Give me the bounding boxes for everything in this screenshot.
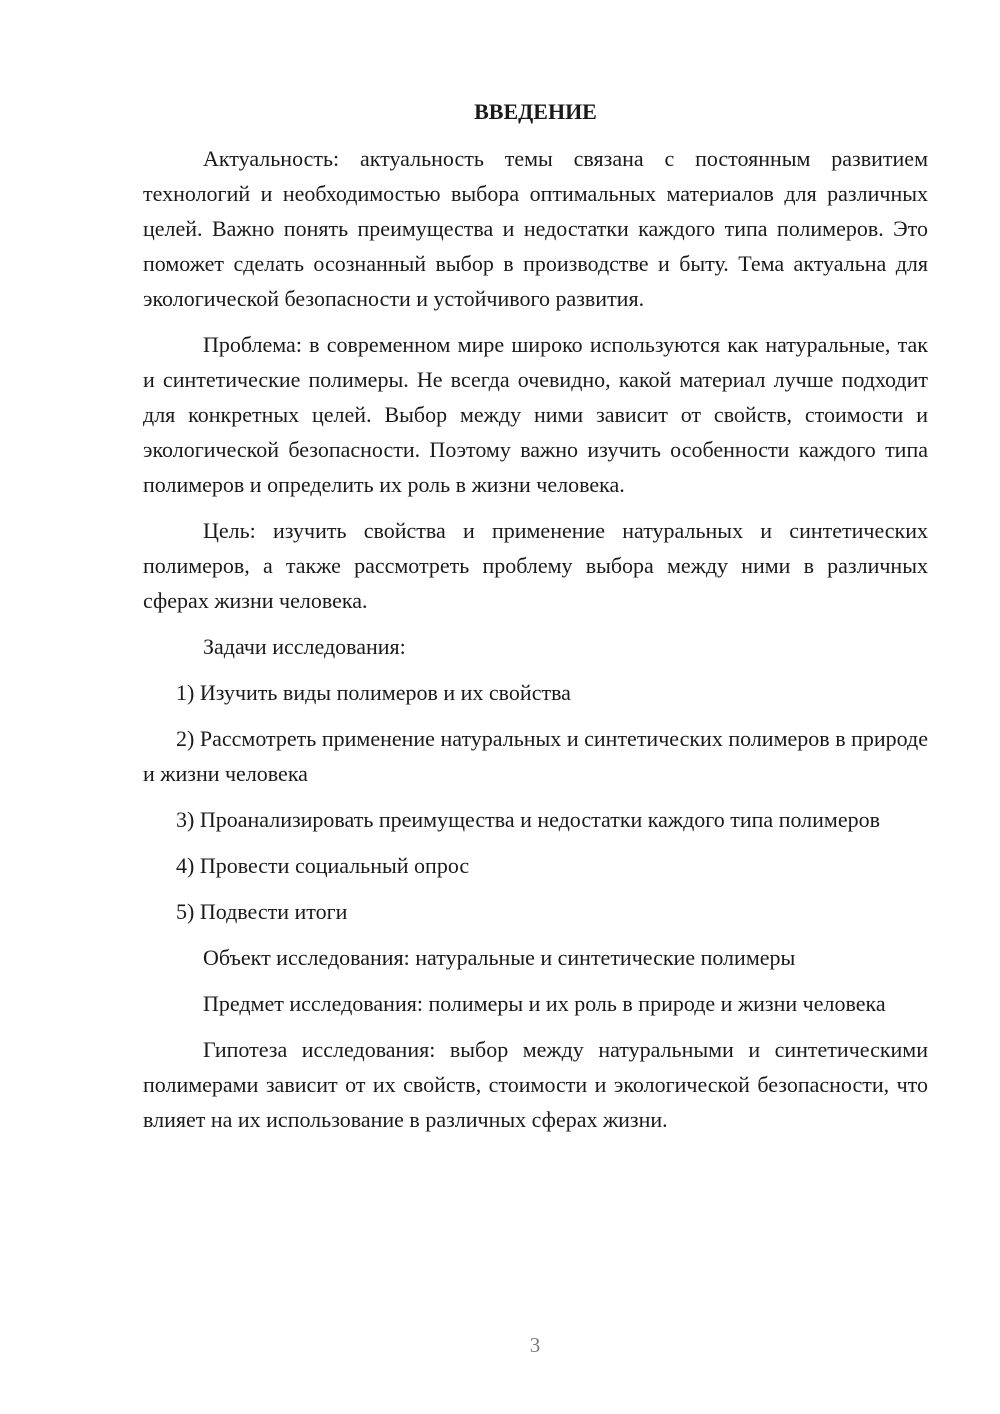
document-page	[143, 94, 928, 1137]
paragraph-hypothesis: Гипотеза исследования: выбор между натуральными и синтетическими полимерами зависит от их свойств, стоимости и экологической безопасности, что влияет на их использование в различных сферах жизни.	[143, 1037, 928, 1132]
paragraph-relevance: Актуальность: актуальность темы связана с постоянным развитием технологий и необходимостью выбора оптимальных материалов для различных целей. Важно понять преимущества и недостатки каждого типа полимеров. Это поможет сделать осознанный выбор в производстве и быту. Тема актуальна для экологической безопасности и устойчивого развития.	[143, 146, 928, 311]
paragraph-object: Объект исследования: натуральные и синтетические полимеры	[203, 945, 796, 970]
task-item-5: 5) Подвести итоги	[176, 899, 348, 924]
page-title: ВВЕДЕНИЕ	[474, 99, 597, 124]
paragraph-subject: Предмет исследования: полимеры и их роль в природе и жизни человека	[203, 991, 886, 1016]
task-item-2: 2) Рассмотреть применение натуральных и синтетических полимеров в природе и жизни человека	[143, 726, 928, 786]
paragraph-goal: Цель: изучить свойства и применение натуральных и синтетических полимеров, а также рассмотреть проблему выбора между ними в различных сферах жизни человека.	[143, 518, 928, 613]
tasks-heading: Задачи исследования:	[203, 634, 406, 659]
task-item-4: 4) Провести социальный опрос	[176, 853, 470, 878]
task-item-1: 1) Изучить виды полимеров и их свойства	[176, 680, 571, 705]
page-number: 3	[529, 1333, 541, 1357]
task-item-3: 3) Проанализировать преимущества и недостатки каждого типа полимеров	[176, 807, 880, 832]
paragraph-problem: Проблема: в современном мире широко используются как натуральные, так и синтетические полимеры. Не всегда очевидно, какой материал лучше подходит для конкретных целей. Выбор между ними зависит от свойств, стоимости и экологической безопасности. Поэтому важно изучить особенности каждого типа полимеров и определить их роль в жизни человека.	[143, 332, 928, 497]
